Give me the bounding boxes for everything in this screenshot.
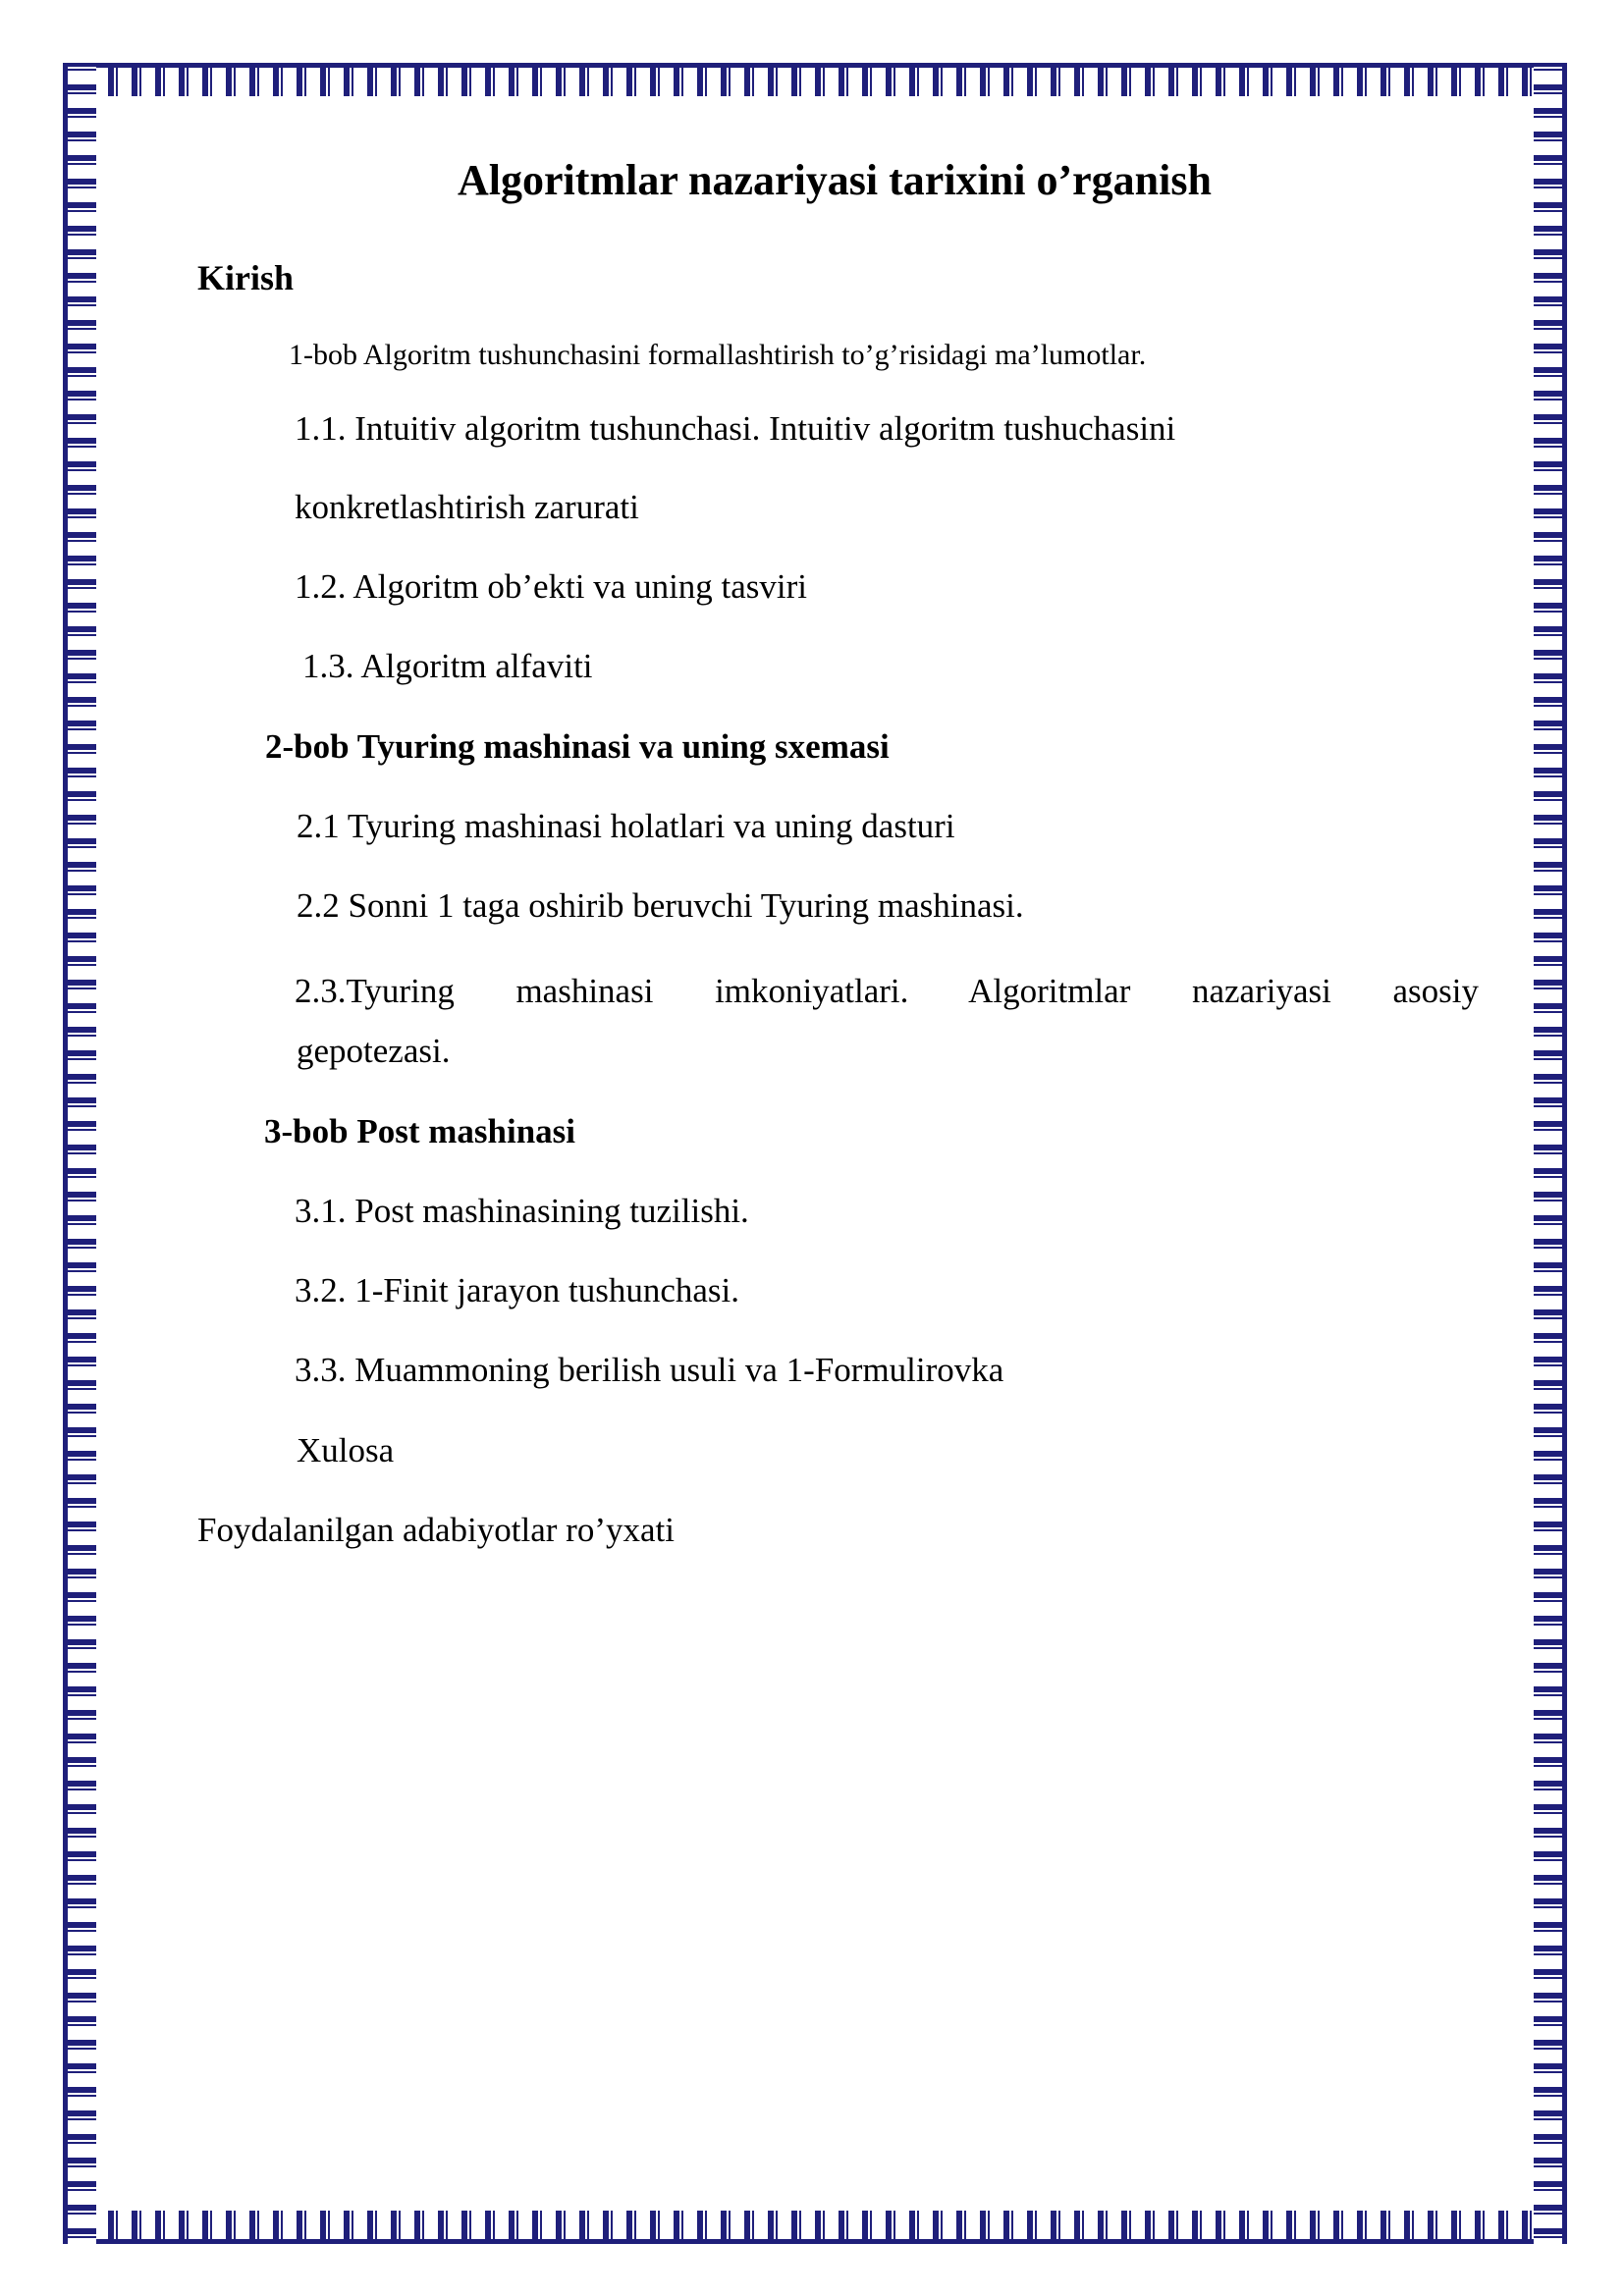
- toc-section-3-3: 3.3. Muammoning berilish usuli va 1-Formulirovka: [295, 1351, 1004, 1389]
- toc-section-2-3-line-1: 2.3.Tyuring mashinasi imkoniyatlari. Algoritmlar nazariyasi asosiy: [295, 972, 1479, 1010]
- page-border-left: [63, 63, 96, 2244]
- toc-section-2-1: 2.1 Tyuring mashinasi holatlari va uning dasturi: [297, 807, 955, 845]
- toc-section-1-2: 1.2. Algoritm ob’ekti va uning tasviri: [295, 567, 808, 606]
- toc-chapter-3: 3-bob Post mashinasi: [264, 1112, 576, 1150]
- toc-section-1-1-line-1: 1.1. Intuitiv algoritm tushunchasi. Intuitiv algoritm tushuchasini: [295, 409, 1176, 448]
- page-border-right: [1534, 63, 1567, 2244]
- toc-section-1-1-line-2: konkretlashtirish zarurati: [295, 488, 639, 526]
- toc-intro: Kirish: [197, 258, 295, 297]
- page-border-bottom: [63, 2211, 1567, 2244]
- toc-chapter-1: 1-bob Algoritm tushunchasini formallashtirish to’g’risidagi ma’lumotlar.: [289, 339, 1147, 371]
- page-border-top: [63, 63, 1567, 96]
- toc-section-3-2: 3.2. 1-Finit jarayon tushunchasi.: [295, 1271, 740, 1309]
- toc-section-2-2: 2.2 Sonni 1 taga oshirib beruvchi Tyuring mashinasi.: [297, 886, 1024, 925]
- document-title: Algoritmlar nazariyasi tarixini o’rganish: [458, 156, 1212, 204]
- toc-references: Foydalanilgan adabiyotlar ro’yxati: [197, 1511, 675, 1549]
- toc-section-3-1: 3.1. Post mashinasining tuzilishi.: [295, 1192, 749, 1230]
- toc-chapter-2: 2-bob Tyuring mashinasi va uning sxemasi: [265, 727, 890, 766]
- toc-conclusion: Xulosa: [297, 1431, 395, 1469]
- toc-section-1-3: 1.3. Algoritm alfaviti: [302, 647, 593, 685]
- toc-section-2-3-line-2: gepotezasi.: [297, 1032, 451, 1070]
